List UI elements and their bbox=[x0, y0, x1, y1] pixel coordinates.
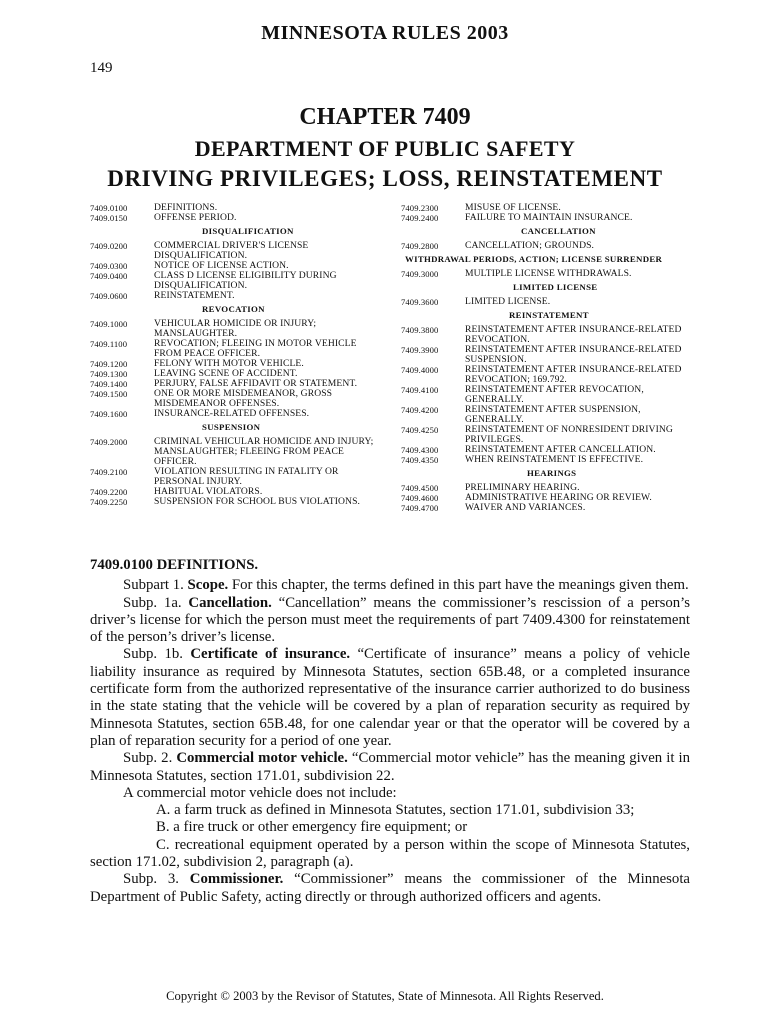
toc-group bbox=[401, 297, 691, 307]
toc-left-column bbox=[90, 203, 380, 507]
toc-entry-number: 7409.1300 bbox=[90, 369, 128, 379]
toc-entry-number: 7409.1100 bbox=[90, 339, 128, 349]
toc-entry bbox=[401, 425, 691, 445]
toc-entry-title: WAIVER AND VARIANCES. bbox=[465, 502, 586, 513]
toc-entry-title: CRIMINAL VEHICULAR HOMICIDE AND INJURY; MANSLAUGHTER; FLEEING FROM PEACE OFFICER. bbox=[154, 436, 374, 467]
subpart-commissioner bbox=[90, 871, 690, 906]
exclusions-intro: A commercial motor vehicle does not include: bbox=[123, 784, 397, 801]
department-title: DEPARTMENT OF PUBLIC SAFETY bbox=[194, 136, 576, 161]
toc-entry-number: 7409.2100 bbox=[90, 467, 128, 477]
subpart-label: Subp. 2. bbox=[123, 750, 177, 767]
toc-entry-title: WHEN REINSTATEMENT IS EFFECTIVE. bbox=[465, 454, 644, 465]
toc-entry-number: 7409.4700 bbox=[401, 503, 439, 513]
toc-entry-title: REINSTATEMENT AFTER INSURANCE-RELATED SUSPENSION. bbox=[465, 344, 682, 365]
toc-entry-number: 7409.4100 bbox=[401, 385, 439, 395]
toc-entry-title: REINSTATEMENT OF NONRESIDENT DRIVING PRIVILEGES. bbox=[465, 424, 673, 445]
subpart-label: Subpart 1. bbox=[123, 577, 188, 594]
toc-entry-title: MISUSE OF LICENSE. bbox=[465, 202, 561, 213]
toc-entry-number: 7409.1000 bbox=[90, 319, 128, 329]
toc-entry bbox=[401, 405, 691, 425]
toc-entry-title: VIOLATION RESULTING IN FATALITY OR PERSONAL INJURY. bbox=[154, 466, 339, 487]
toc-entry-title: HABITUAL VIOLATORS. bbox=[154, 486, 263, 497]
toc-entry-title: REINSTATEMENT AFTER INSURANCE-RELATED REVOCATION; 169.792. bbox=[465, 364, 682, 385]
toc-entry-number: 7409.3800 bbox=[401, 325, 439, 335]
toc-entry bbox=[90, 291, 380, 301]
toc-group bbox=[90, 203, 380, 223]
toc-entry-number: 7409.0150 bbox=[90, 213, 128, 223]
toc-entry-title: REVOCATION; FLEEING IN MOTOR VEHICLE FROM PEACE OFFICER. bbox=[154, 338, 357, 359]
exclusion-item-a: A. a farm truck as defined in Minnesota Statutes, section 171.01, subdivision 33; bbox=[156, 802, 635, 819]
toc-entry-title: OFFENSE PERIOD. bbox=[154, 212, 237, 223]
definition-text: For this chapter, the terms defined in this part have the meanings given them. bbox=[228, 577, 689, 594]
toc-group bbox=[90, 241, 380, 301]
toc-entry-number: 7409.0100 bbox=[90, 203, 128, 213]
toc-entry-title: REINSTATEMENT AFTER REVOCATION, GENERALLY. bbox=[465, 384, 644, 405]
defined-term: Commissioner. bbox=[189, 871, 284, 888]
toc-heading-limited-license: LIMITED LICENSE bbox=[513, 282, 598, 292]
toc-entry-title: FELONY WITH MOTOR VEHICLE. bbox=[154, 358, 304, 369]
toc-entry-title: ADMINISTRATIVE HEARING OR REVIEW. bbox=[465, 492, 652, 503]
toc-entry-number: 7409.4200 bbox=[401, 405, 439, 415]
defined-term: Commercial motor vehicle. bbox=[176, 750, 348, 767]
toc-heading-disqualification: DISQUALIFICATION bbox=[202, 226, 294, 236]
toc-entry-number: 7409.4300 bbox=[401, 445, 439, 455]
toc-entry-number: 7409.4250 bbox=[401, 425, 439, 435]
toc-entry-title: REINSTATEMENT AFTER INSURANCE-RELATED REVOCATION. bbox=[465, 324, 682, 345]
toc-entry-title: REINSTATEMENT AFTER SUSPENSION, GENERALLY. bbox=[465, 404, 641, 425]
subpart-label: Subp. 1b. bbox=[123, 646, 191, 663]
toc-entry-title: INSURANCE-RELATED OFFENSES. bbox=[154, 408, 310, 419]
toc-entry-title: PRELIMINARY HEARING. bbox=[465, 482, 580, 493]
toc-entry-number: 7409.0600 bbox=[90, 291, 128, 301]
defined-term: Cancellation. bbox=[188, 594, 272, 611]
toc-entry-title: VEHICULAR HOMICIDE OR INJURY; MANSLAUGHTER. bbox=[154, 318, 317, 339]
toc-entry-title: CANCELLATION; GROUNDS. bbox=[465, 240, 595, 251]
exclusion-item-b: B. a fire truck or other emergency fire equipment; or bbox=[156, 819, 468, 836]
toc-entry bbox=[401, 269, 691, 279]
running-head: MINNESOTA RULES 2003 bbox=[261, 22, 509, 44]
toc-entry bbox=[401, 503, 691, 513]
toc-entry bbox=[90, 467, 380, 487]
toc-entry-title: REINSTATEMENT. bbox=[154, 290, 235, 301]
toc-entry bbox=[401, 345, 691, 365]
toc-entry-title: ONE OR MORE MISDEMEANOR, GROSS MISDEMEANOR OFFENSES. bbox=[154, 388, 333, 409]
toc-entry bbox=[90, 319, 380, 339]
toc-entry bbox=[90, 437, 380, 467]
section-heading: 7409.0100 DEFINITIONS. bbox=[90, 557, 259, 573]
toc-entry-number: 7409.0400 bbox=[90, 271, 128, 281]
toc-entry-title: SUSPENSION FOR SCHOOL BUS VIOLATIONS. bbox=[154, 496, 361, 507]
toc-entry-number: 7409.1500 bbox=[90, 389, 128, 399]
toc-entry bbox=[90, 409, 380, 419]
subpart-label: Subp. 3. bbox=[123, 871, 190, 888]
toc-entry-number: 7409.2200 bbox=[90, 487, 128, 497]
definition-text: “Cancellation” means the commissioner’s rescission of a person’s driver’s license for which the person must meet the requirements of part 7409.4300 for reinstatement of the person’s driver’s license. bbox=[90, 594, 690, 646]
page-number: 149 bbox=[90, 60, 113, 76]
toc-entry bbox=[90, 213, 380, 223]
toc-entry-number: 7409.1400 bbox=[90, 379, 128, 389]
subpart-label: Subp. 1a. bbox=[123, 594, 189, 611]
toc-entry-number: 7409.3000 bbox=[401, 269, 439, 279]
subpart-scope bbox=[90, 577, 690, 594]
toc-entry-number: 7409.4000 bbox=[401, 365, 439, 375]
toc-entry bbox=[90, 389, 380, 409]
toc-group bbox=[401, 269, 691, 279]
toc-entry bbox=[90, 271, 380, 291]
toc-entry-number: 7409.1600 bbox=[90, 409, 128, 419]
definition-text: “Certificate of insurance” means a policy of vehicle liability insurance as required by Minnesota Statutes, section 65B.48, or a completed insurance certificate form from the authorized representative of the insurance carrier authorized to do business in the state stating that the vehicle will be covered by a plan of reparation security as required by Minnesota Statutes, section 65B.48, for one calendar year or that the operator will be covered by a plan of reparation security for a period of one year. bbox=[90, 646, 690, 749]
toc-entry bbox=[401, 297, 691, 307]
subpart-commercial-motor-vehicle bbox=[90, 750, 690, 785]
toc-heading-suspension: SUSPENSION bbox=[202, 422, 261, 432]
toc-entry-title: NOTICE OF LICENSE ACTION. bbox=[154, 260, 289, 271]
toc-group bbox=[401, 325, 691, 465]
toc-group bbox=[90, 437, 380, 507]
toc-entry bbox=[90, 339, 380, 359]
toc-entry bbox=[401, 365, 691, 385]
toc-entry bbox=[401, 455, 691, 465]
defined-term: Scope. bbox=[187, 577, 229, 594]
toc-entry bbox=[401, 325, 691, 345]
toc-entry bbox=[401, 385, 691, 405]
definition-text: “Commercial motor vehicle” has the meaning given it in Minnesota Statutes, section 171.01, subdivision 22. bbox=[90, 750, 690, 784]
toc-entry-number: 7409.3600 bbox=[401, 297, 439, 307]
chapter-title: CHAPTER 7409 bbox=[299, 104, 471, 130]
toc-entry-number: 7409.1200 bbox=[90, 359, 128, 369]
toc-entry-title: CLASS D LICENSE ELIGIBILITY DURING DISQUALIFICATION. bbox=[154, 270, 337, 291]
toc-entry-title: COMMERCIAL DRIVER'S LICENSE DISQUALIFICATION. bbox=[154, 240, 309, 261]
toc-entry bbox=[90, 497, 380, 507]
toc-entry bbox=[401, 213, 691, 223]
toc-entry bbox=[401, 241, 691, 251]
toc-entry-number: 7409.2400 bbox=[401, 213, 439, 223]
toc-group bbox=[401, 483, 691, 513]
toc-group bbox=[401, 203, 691, 223]
toc-group bbox=[90, 319, 380, 419]
toc-right-column bbox=[401, 203, 691, 513]
toc-entry-title: FAILURE TO MAINTAIN INSURANCE. bbox=[465, 212, 633, 223]
toc-entry-number: 7409.4350 bbox=[401, 455, 439, 465]
toc-entry-number: 7409.2800 bbox=[401, 241, 439, 251]
toc-entry-number: 7409.0200 bbox=[90, 241, 128, 251]
toc-entry-number: 7409.4500 bbox=[401, 483, 439, 493]
toc-entry bbox=[90, 241, 380, 261]
toc-entry-number: 7409.3900 bbox=[401, 345, 439, 355]
toc-entry-title: REINSTATEMENT AFTER CANCELLATION. bbox=[465, 444, 656, 455]
toc-entry-number: 7409.2250 bbox=[90, 497, 128, 507]
toc-entry-number: 7409.0300 bbox=[90, 261, 128, 271]
toc-entry-title: DEFINITIONS. bbox=[154, 202, 218, 213]
toc-entry-title: LIMITED LICENSE. bbox=[465, 296, 551, 307]
chapter-subtitle: DRIVING PRIVILEGES; LOSS, REINSTATEMENT bbox=[107, 166, 663, 191]
toc-group bbox=[401, 241, 691, 251]
toc-heading-reinstatement: REINSTATEMENT bbox=[509, 310, 589, 320]
toc-heading-withdrawal: WITHDRAWAL PERIODS, ACTION; LICENSE SURRENDER bbox=[405, 254, 663, 264]
toc-entry-number: 7409.2300 bbox=[401, 203, 439, 213]
copyright-footer: Copyright © 2003 by the Revisor of Statutes, State of Minnesota. All Rights Reserved. bbox=[166, 989, 604, 1003]
toc-heading-cancellation: CANCELLATION bbox=[521, 226, 596, 236]
defined-term: Certificate of insurance. bbox=[190, 646, 351, 663]
toc-entry-number: 7409.4600 bbox=[401, 493, 439, 503]
subpart-certificate-of-insurance bbox=[90, 646, 690, 750]
toc-heading-revocation: REVOCATION bbox=[202, 304, 265, 314]
exclusion-item-c: C. recreational equipment operated by a person within the scope of Minnesota Statutes, section 171.02, subdivision 2, paragraph (a). bbox=[90, 836, 690, 871]
rule-text bbox=[90, 557, 690, 906]
subpart-cancellation bbox=[90, 595, 690, 647]
toc-heading-hearings: HEARINGS bbox=[527, 468, 577, 478]
toc-entry-title: LEAVING SCENE OF ACCIDENT. bbox=[154, 368, 298, 379]
toc-entry-title: PERJURY, FALSE AFFIDAVIT OR STATEMENT. bbox=[154, 378, 358, 389]
toc-entry-title: MULTIPLE LICENSE WITHDRAWALS. bbox=[465, 268, 632, 279]
definition-text: “Commissioner” means the commissioner of the Minnesota Department of Public Safety, acting directly or through authorized officers and agents. bbox=[90, 871, 690, 905]
toc-entry-number: 7409.2000 bbox=[90, 437, 128, 447]
